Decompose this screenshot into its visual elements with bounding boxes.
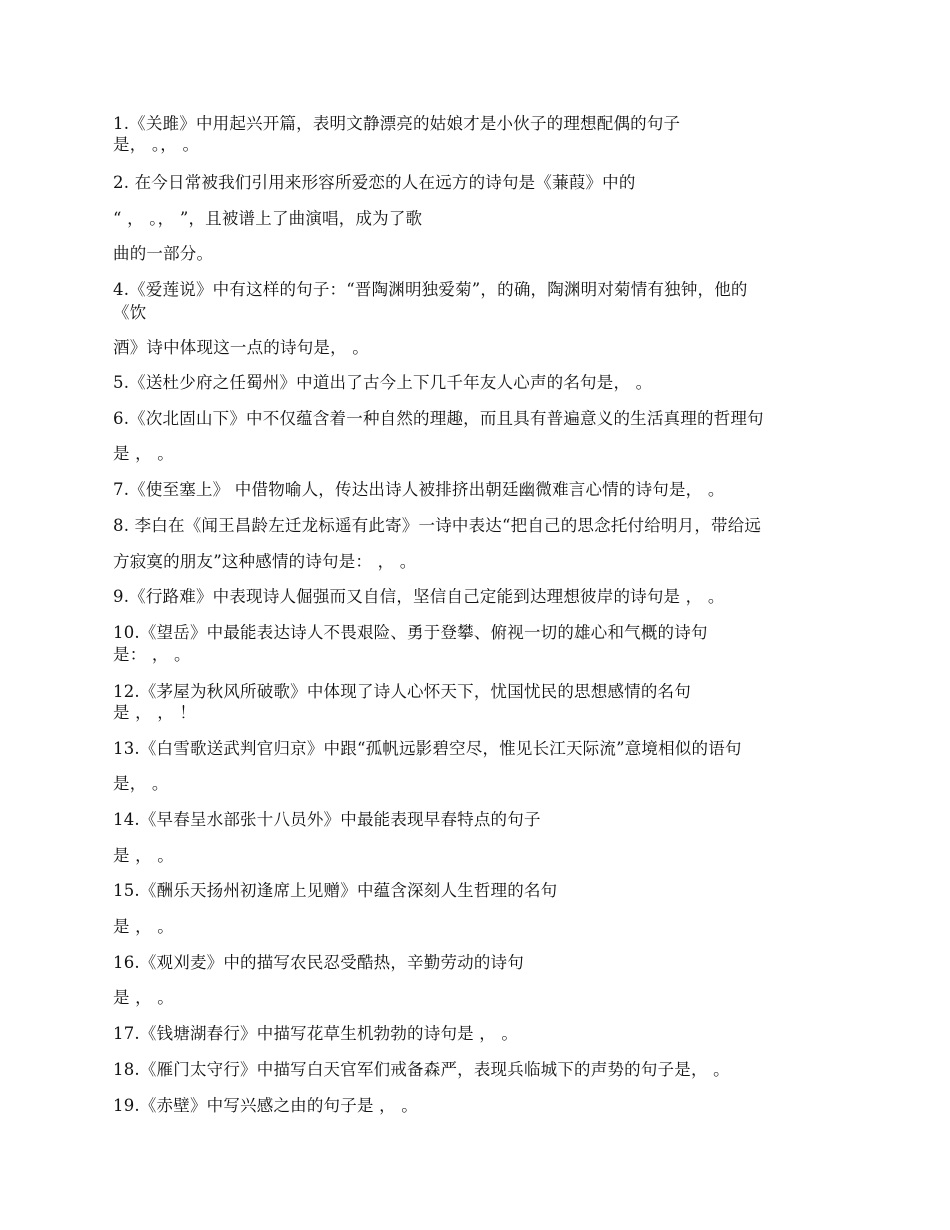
question-14-line-2: 是 ， 。 [113,846,174,865]
question-12-line-1: 12.《茅屋为秋风所破歌》中体现了诗人心怀天下，忧国忧民的思想感情的名句 [113,682,691,701]
question-12-line-2: 是 ， ， ！ [113,703,197,722]
question-1-line-1: 1.《关雎》中用起兴开篇，表明文静漂亮的姑娘才是小伙子的理想配偶的句子 [113,114,681,133]
question-6-line-1: 6.《次北固山下》中不仅蕴含着一种自然的理趣，而且具有普遍意义的生活真理的哲理句 [113,409,764,428]
question-2-line-3: 曲的一部分。 [113,244,214,263]
question-10-line-2: 是： ， 。 [113,645,191,664]
question-17-line: 17.《钱塘湖春行》中描写花草生机勃勃的诗句是 ， 。 [113,1024,519,1043]
question-4-line-3: 酒》诗中体现这一点的诗句是， 。 [113,338,369,357]
question-4-line-2: 《饮 [113,303,147,322]
question-1-line-2: 是， 。， 。 [113,135,200,154]
question-14-line-1: 14.《早春呈水部张十八员外》中最能表现早春特点的句子 [113,810,541,829]
question-2-line-1: 2. 在今日常被我们引用来形容所爱恋的人在远方的诗句是《蒹葭》中的 [113,173,636,192]
question-10-line-1: 10.《望岳》中最能表达诗人不畏艰险、勇于登攀、俯视一切的雄心和气概的诗句 [113,623,708,642]
question-8-line-1: 8. 李白在《闻王昌龄左迁龙标遥有此寄》一诗中表达“把自己的思念托付给明月，带给远 [113,516,762,535]
question-13-line-2: 是， 。 [113,774,169,793]
question-9-line: 9.《行路难》中表现诗人倔强而又自信，坚信自己定能到达理想彼岸的诗句是 ， 。 [113,587,725,606]
question-13-line-1: 13.《白雪歌送武判官归京》中跟“孤帆远影碧空尽，惟见长江天际流”意境相似的语句 [113,739,742,758]
question-5-line: 5.《送杜少府之任蜀州》中道出了古今上下几千年友人心声的名句是， 。 [113,373,653,392]
question-16-line-1: 16.《观刈麦》中的描写农民忍受酷热，辛勤劳动的诗句 [113,953,524,972]
question-2-line-2: “ ， 。， ”，且被谱上了曲演唱，成为了歌 [113,209,423,228]
question-18-line: 18.《雁门太守行》中描写白天官军们戒备森严，表现兵临城下的声势的句子是， 。 [113,1060,730,1079]
question-7-line: 7.《使至塞上》 中借物喻人，传达出诗人被排挤出朝廷幽微难言心情的诗句是， 。 [113,480,725,499]
question-4-line-1: 4.《爱莲说》中有这样的句子：“晋陶渊明独爱菊”，的确，陶渊明对菊情有独钟，他的 [113,280,748,299]
question-15-line-2: 是 ， 。 [113,917,174,936]
question-19-line: 19.《赤壁》中写兴感之由的句子是 ， 。 [113,1096,418,1115]
question-15-line-1: 15.《酬乐天扬州初逢席上见赠》中蕴含深刻人生哲理的名句 [113,881,558,900]
question-16-line-2: 是 ， 。 [113,988,174,1007]
question-8-line-2: 方寂寞的朋友”这种感情的诗句是： ， 。 [113,552,417,571]
question-6-line-2: 是 ， 。 [113,444,174,463]
